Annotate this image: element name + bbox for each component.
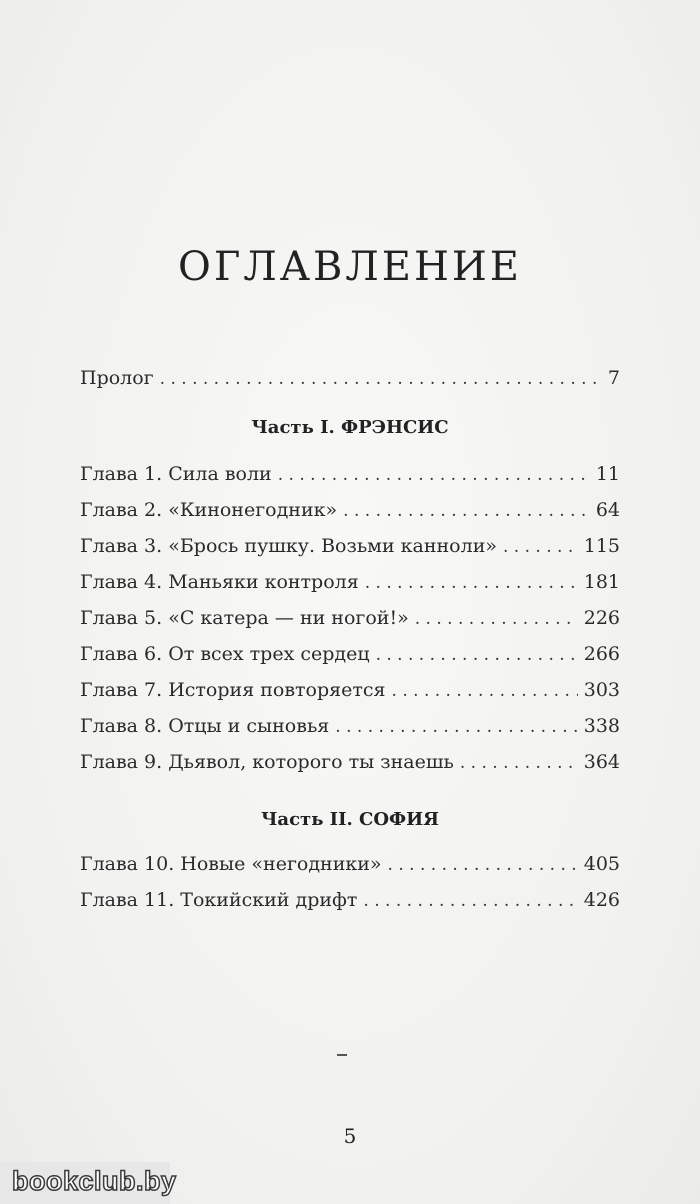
toc-row-chapter [80, 672, 620, 708]
toc-page-number: 181 [583, 571, 620, 593]
toc-page-number: 426 [583, 889, 620, 911]
watermark-logo [0, 1162, 177, 1204]
toc-row-chapter [80, 528, 620, 564]
part-heading-2: Часть II. СОФИЯ [260, 809, 440, 830]
toc-label: Глава 2. «Кинонегодник» [80, 499, 338, 521]
page-number: 5 [343, 1124, 357, 1148]
toc-label: Глава 10. Новые «негодники» [80, 853, 382, 875]
toc-row-chapter [80, 846, 620, 882]
toc-label: Глава 8. Отцы и сыновья [80, 715, 330, 737]
toc-row-chapter [80, 708, 620, 744]
toc-row-chapter [80, 636, 620, 672]
dot-leader [335, 709, 577, 745]
toc-page-number: 266 [583, 643, 620, 665]
dot-leader [503, 529, 578, 565]
dot-leader [343, 493, 590, 529]
toc-page-number: 11 [595, 463, 620, 485]
dot-leader [160, 361, 602, 397]
toc-label: Глава 1. Сила воли [80, 463, 272, 485]
watermark-text: bookclub.by [12, 1166, 177, 1196]
dot-leader [363, 883, 577, 919]
toc-page-number: 338 [583, 715, 620, 737]
toc-page-number: 7 [607, 367, 620, 389]
toc-page-number: 115 [583, 535, 620, 557]
toc-label: Глава 9. Дьявол, которого ты знаешь [80, 751, 454, 773]
toc-row-prologue [80, 360, 620, 396]
toc-row-chapter [80, 456, 620, 492]
toc-page-number: 226 [583, 607, 620, 629]
toc-label: Глава 3. «Брось пушку. Возьми канноли» [80, 535, 497, 557]
toc-row-chapter [80, 564, 620, 600]
toc-page-number: 303 [583, 679, 620, 701]
dot-leader [460, 745, 578, 781]
dot-leader [376, 637, 578, 673]
decorative-dash [337, 1054, 347, 1056]
toc-page-number: 364 [583, 751, 620, 773]
toc-row-chapter [80, 744, 620, 780]
toc-row-chapter [80, 600, 620, 636]
dot-leader [392, 673, 578, 709]
dot-leader [388, 847, 578, 883]
toc-label: Глава 6. От всех трех сердец [80, 643, 370, 665]
toc-page-number: 64 [595, 499, 620, 521]
dot-leader [278, 457, 590, 493]
toc-label: Глава 11. Токийский дрифт [80, 889, 358, 911]
page-title: ОГЛАВЛЕНИЕ [178, 244, 522, 290]
toc-row-chapter [80, 492, 620, 528]
part-heading-1: Часть I. ФРЭНСИС [251, 417, 449, 438]
dot-leader [415, 601, 578, 637]
toc-page-number: 405 [583, 853, 620, 875]
toc-label: Пролог [80, 367, 154, 389]
dot-leader [365, 565, 578, 601]
toc-label: Глава 4. Маньяки контроля [80, 571, 359, 593]
toc-row-chapter [80, 882, 620, 918]
toc-label: Глава 5. «С катера — ни ногой!» [80, 607, 409, 629]
toc-label: Глава 7. История повторяется [80, 679, 386, 701]
